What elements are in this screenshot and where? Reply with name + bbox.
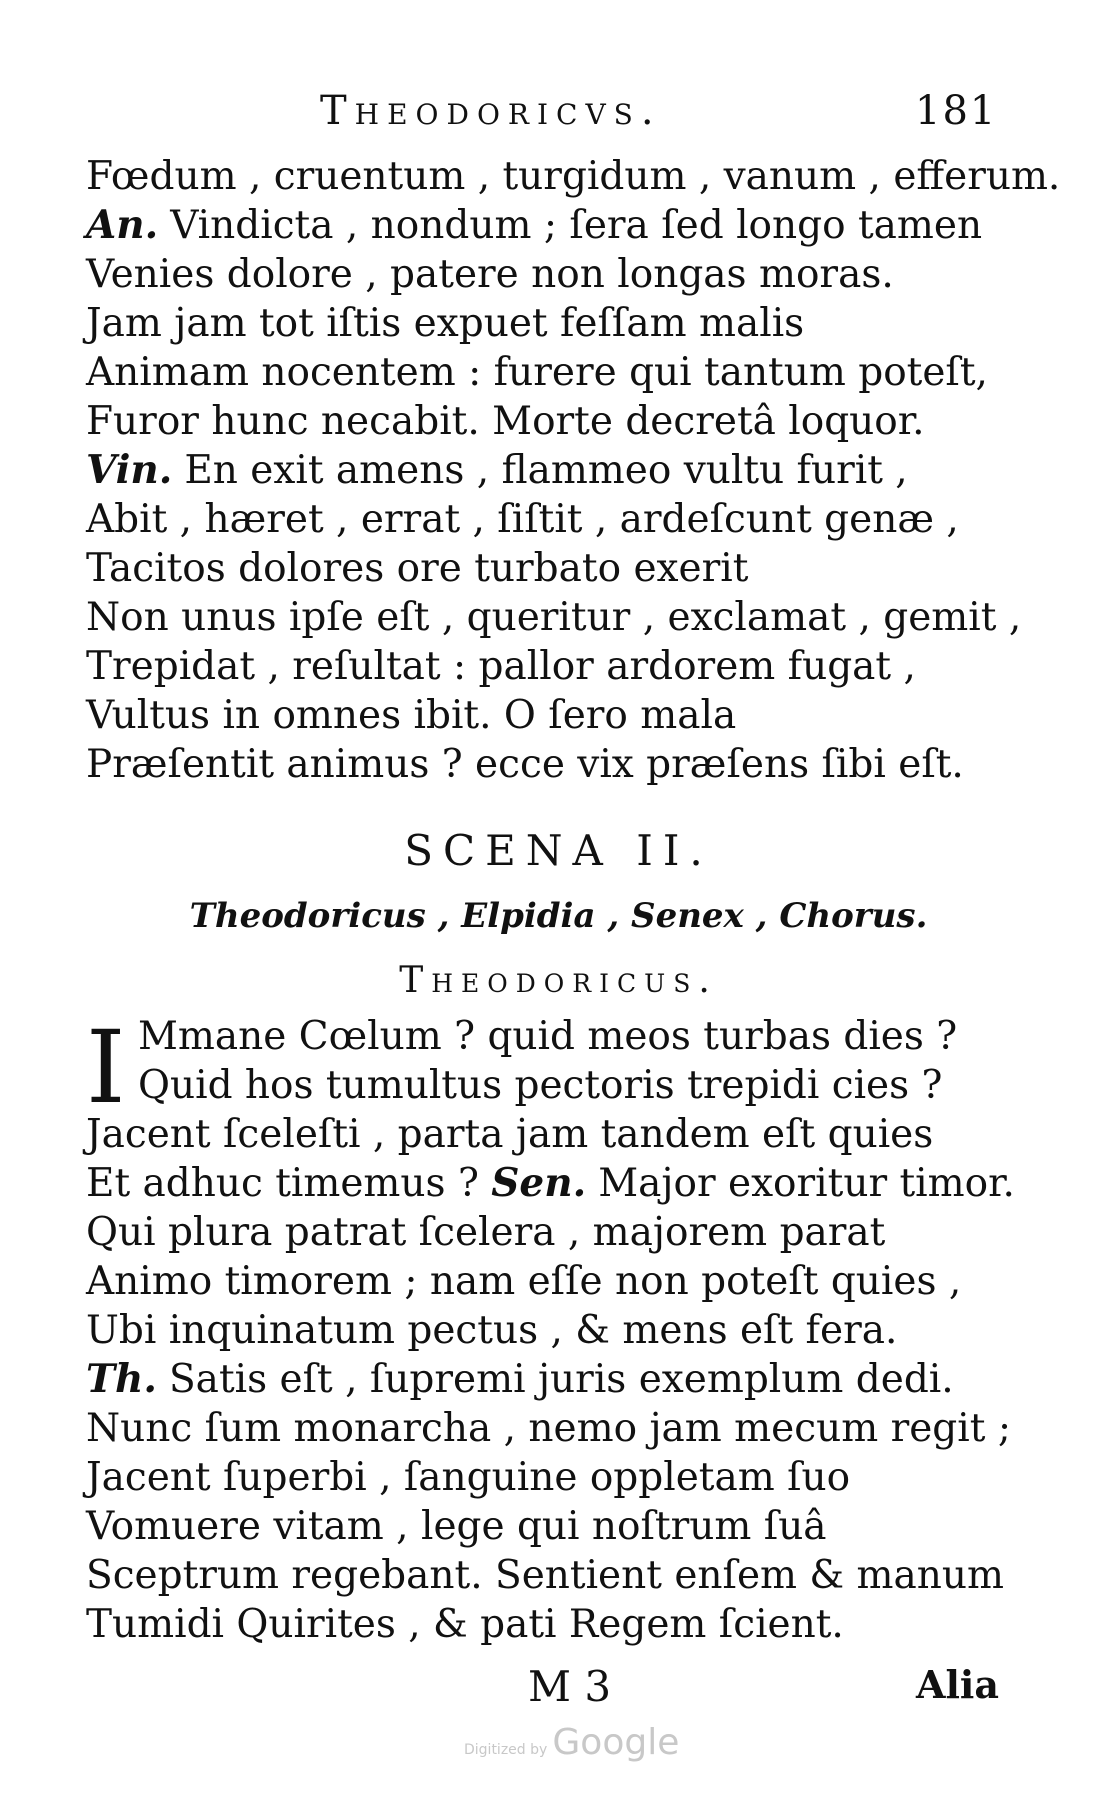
verse-block-2 xyxy=(86,1009,1015,1649)
verse-line: Non unus ipſe eſt , queritur , exclamat , gemit , xyxy=(86,595,1022,640)
verse-line: Quid hos tumultus pectoris trepidi cies ? xyxy=(138,1063,943,1108)
verse-block-1 xyxy=(86,152,1061,789)
verse-line: Abit , hæret , errat , ſiſtit , ardeſcunt genæ , xyxy=(86,497,959,542)
verse-line: Jacent ſuperbi , ſanguine oppletam ſuo xyxy=(86,1455,851,1500)
page-number: 181 xyxy=(915,88,998,134)
verse-line: Trepidat , reſultat : pallor ardorem fugat , xyxy=(86,644,916,689)
verse-line: Jam jam tot iſtis expuet feſſam malis xyxy=(86,301,805,346)
catchword: Alia xyxy=(916,1662,999,1707)
verse-line: Vin. En exit amens , flammeo vultu furit , xyxy=(86,447,908,493)
speaker-label: Th. xyxy=(86,1356,157,1402)
verse-line: Præſentit animus ? ecce vix præſens ſibi eſt. xyxy=(86,742,964,787)
verse-line: Vultus in omnes ibit. O ſero mala xyxy=(86,693,737,738)
verse-line: An. Vindicta , nondum ; ſera ſed longo tamen xyxy=(86,202,983,248)
verse-line: Vomuere vitam , lege qui noſtrum ſuâ xyxy=(86,1504,827,1549)
running-title: Theodoricvs. xyxy=(320,88,662,134)
verse-line: Qui plura patrat ſcelera , majorem parat xyxy=(86,1210,886,1255)
verse-line: Sceptrum regebant. Sentient enſem & manum xyxy=(86,1553,1004,1598)
digitized-label: Digitized by xyxy=(464,1742,548,1758)
digitized-watermark xyxy=(464,1722,679,1763)
drop-cap: I xyxy=(86,1009,126,1126)
verse-line: Th. Satis eſt , ſupremi juris exemplum dedi. xyxy=(86,1356,954,1402)
verse-line: Tacitos dolores ore turbato exerit xyxy=(86,546,749,591)
speaker-label: Sen. xyxy=(491,1160,587,1206)
verse-line: Nunc ſum monarcha , nemo jam mecum regit ; xyxy=(86,1406,1011,1451)
verse-line: Ubi inquinatum pectus , & mens eſt fera. xyxy=(86,1308,898,1353)
verse-line: Fœdum , cruentum , turgidum , vanum , efferum. xyxy=(86,154,1061,199)
verse-line: Venies dolore , patere non longas moras. xyxy=(86,252,894,297)
running-head xyxy=(0,88,1117,144)
dramatis-personae: Theodoricus , Elpidia , Senex , Chorus. xyxy=(189,896,928,936)
speaker-heading: Theodoricus. xyxy=(399,960,718,1001)
verse-line: Jacent ſceleſti , parta jam tandem eſt quies xyxy=(86,1112,934,1157)
verse-line: Animo timorem ; nam eſſe non poteſt quies , xyxy=(86,1259,962,1304)
verse-line: Et adhuc timemus ? Sen. Major exoritur timor. xyxy=(86,1160,1015,1206)
verse-line: Tumidi Quirites , & pati Regem ſcient. xyxy=(86,1602,844,1647)
verse-line: Mmane Cœlum ? quid meos turbas dies ? xyxy=(138,1014,958,1059)
speaker-label: Vin. xyxy=(86,447,173,493)
scene-heading: SCENA II. xyxy=(404,826,713,875)
verse-line: Furor hunc necabit. Morte decretâ loquor. xyxy=(86,399,925,444)
google-logo: Google xyxy=(552,1722,680,1763)
verse-line: Animam nocentem : furere qui tantum poteſt, xyxy=(86,350,988,395)
speaker-label: An. xyxy=(86,202,159,248)
signature-mark: M 3 xyxy=(528,1662,612,1711)
